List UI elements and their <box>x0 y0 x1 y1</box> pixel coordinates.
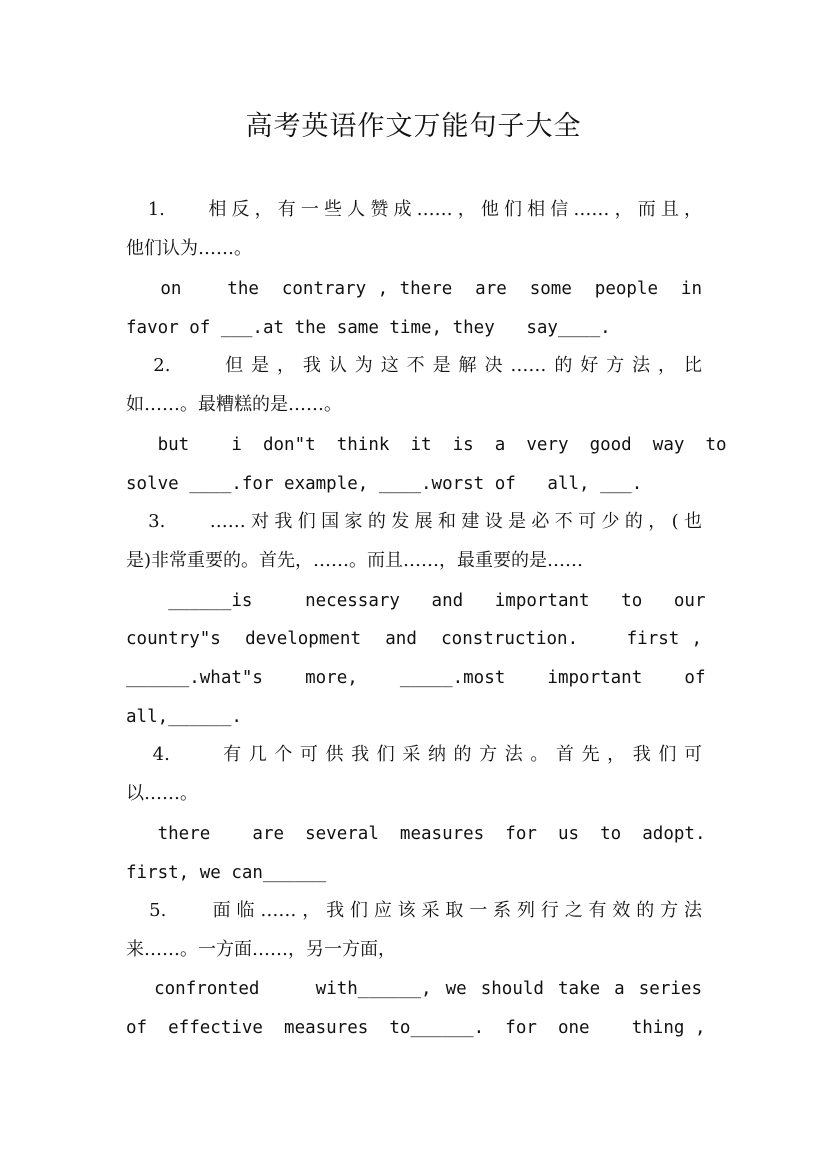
text-line: country"s development and construction. first , <box>126 629 702 649</box>
document-title: 高考英语作文万能句子大全 <box>245 111 582 142</box>
text-line: 来……。一方面……，另一方面， <box>126 939 396 960</box>
text-line: on the contrary , there are some people in <box>126 279 702 299</box>
text-line: but i don"t think it is a very good way to <box>126 435 727 455</box>
text-line: 是)非常重要的。首先，……。而且……，最重要的是…… <box>126 550 584 571</box>
text-line: 以……。 <box>126 783 198 804</box>
text-line: 5. 面临……，我们应该采取一系列行之有效的方法 <box>126 900 702 921</box>
text-line: of effective measures to______. for one thing , <box>126 1018 706 1038</box>
text-line: solve ____.for example, ____.worst of all, ___. <box>126 474 643 494</box>
text-line: confronted with______, we should take a series <box>126 979 702 999</box>
text-line: 他们认为……。 <box>126 238 252 259</box>
text-line: ______is necessary and important to our <box>126 591 706 611</box>
text-line: 如……。最糟糕的是……。 <box>126 394 342 415</box>
text-line: 1. 相反，有一些人赞成……，他们相信……，而且， <box>126 199 702 220</box>
text-line: there are several measures for us to adopt. <box>126 824 706 844</box>
text-line: all,______. <box>126 707 242 727</box>
text-line: first, we can______ <box>126 863 327 883</box>
text-line: 3. ……对我们国家的发展和建设是必不可少的，(也 <box>126 511 702 532</box>
text-line: 2. 但是，我认为这不是解决……的好方法，比 <box>126 355 702 376</box>
text-line: favor of ___.at the same time, they say____. <box>126 318 611 338</box>
text-line: ______.what"s more, _____.most important of <box>126 668 706 688</box>
text-line: 4. 有几个可供我们采纳的方法。首先，我们可 <box>126 744 702 765</box>
